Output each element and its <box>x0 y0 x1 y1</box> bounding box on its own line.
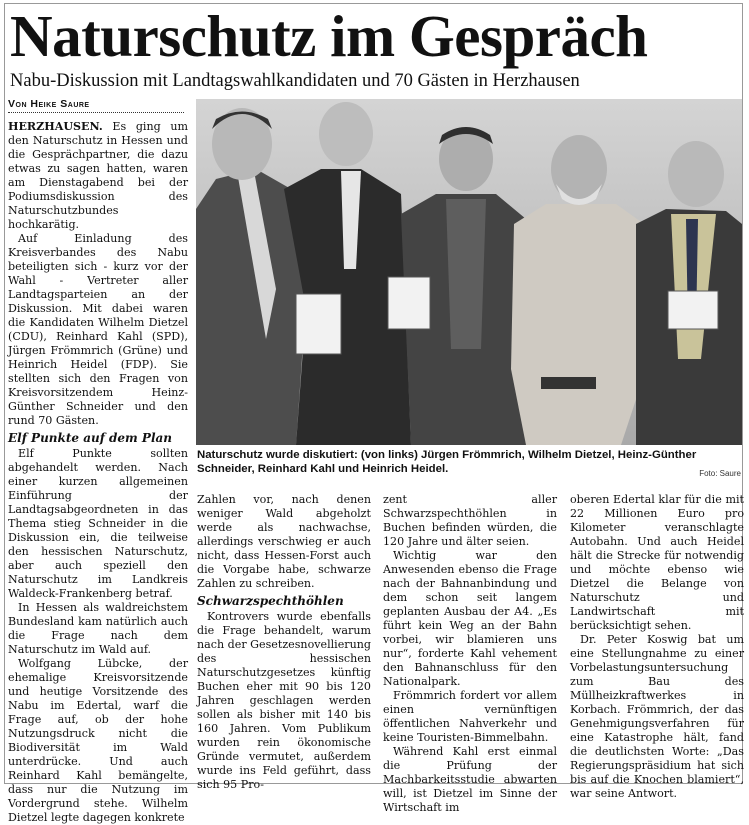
subheadline: Nabu-Diskussion mit Landtagswahlkandidaten und 70 Gästen in Herzhausen <box>10 71 580 91</box>
article-column-4 <box>570 493 744 801</box>
paragraph: Zahlen vor, nach denen weniger Wald abgeholzt werde als nachwachse, allerdings verschwieg er auch nicht, dass Hessen-Forst auch die Vorgabe habe, schwarze Zahlen zu schreiben. <box>197 493 371 590</box>
paragraph: Wichtig war den Anwesenden ebenso die Frage nach der Bahnanbindung und dem schon seit langem geplanten Ausbau der A4. „Es führt kein Weg an der Bahn vorbei, wir blamieren uns nur“, forderte Kahl vehement den Bahnanschluss für den Nationalpark. <box>383 549 557 688</box>
paragraph: zent aller Schwarzspechthöhlen in Buchen befinden würden, die 120 Jahre und älter seien. <box>383 493 557 548</box>
section-heading: Elf Punkte auf dem Plan <box>8 431 173 445</box>
paragraph: Während Kahl erst einmal die Prüfung der Machbarkeitsstudie abwarten will, ist Dietzel im Sinne der Wirtschaft im <box>383 745 557 814</box>
article-column-1 <box>8 120 188 825</box>
paragraph: Auf Einladung des Kreisverbandes des Nabu beteiligten sich - kurz vor der Wahl - Vertreter aller Landtagsparteien an der Diskussion. Mit dabei waren die Kandidaten Wilhelm Dietzel (CDU), Reinhard Kahl (SPD), Jürgen Frömmrich (Grüne) und Heinrich Heidel (FDP). Sie stellten sich den Fragen von Kreisvorsitzendem Heinz-Günther Schneider und den rund 70 Gästen. <box>8 232 188 427</box>
paragraph: oberen Edertal klar für die mit 22 Millionen Euro pro Kilometer veranschlagte Autobahn. Und auch Heidel hält die Strecke für notwendig und möchte ebenso wie Dietzel die Belange von Naturschutz und Landwirtschaft mit berücksichtigt sehen. <box>570 493 744 632</box>
section-heading: Schwarzspechthöhlen <box>197 594 344 608</box>
paragraph: Wolfgang Lübcke, der ehemalige Kreisvorsitzende und heutige Vorsitzende des Nabu im Edertal, warf die Frage auf, ob der hohe Nutzungsdruck nicht die Biodiversität im Wald unterdrücke. Und auch Reinhard Kahl bemängelte, dass nur die Nutzung im Vordergrund stehe. Wilhelm Dietzel legte dagegen konkrete <box>8 657 188 824</box>
photo-caption: Naturschutz wurde diskutiert: (von links) Jürgen Frömmrich, Wilhelm Dietzel, Heinz-Günther Schneider, Reinhard Kahl und Heinrich Heidel. <box>197 449 697 475</box>
article-column-2 <box>197 493 371 792</box>
paragraph: Elf Punkte sollten abgehandelt werden. Nach einer kurzen allgemeinen Einführung der Landtagsabgeordneten in das Thema stieg Schneider in die Diskussion ein, die teilweise den hessischen Naturschutz, aber auch speziell den Naturschutz im Landkreis Waldeck-Frankenberg betraf. <box>8 447 188 600</box>
paragraph: In Hessen als waldreichstem Bundesland kam natürlich auch die Frage nach dem Naturschutz im Wald auf. <box>8 601 188 656</box>
paragraph: HERZHAUSEN. Es ging um den Naturschutz in Hessen und die Gesprächpartner, die dazu etwas zu sagen hatten, waren am Dienstagabend bei der Podiumsdiskussion des Naturschutzbundes hochkarätig. <box>8 120 188 231</box>
paragraph: Frömmrich fordert vor allem einen vernünftigen öffentlichen Nahverkehr und keine Touristen-Bimmelbahn. <box>383 689 557 744</box>
photo-illustration <box>196 99 742 445</box>
photo-credit: Foto: Saure <box>699 469 741 478</box>
paragraph: Kontrovers wurde ebenfalls die Frage behandelt, warum nach der Gesetzesnovellierung des hessischen Naturschutzgesetzes künftig Buchen eher mit 90 bis 120 Jahren geschlagen werden sollen als bisher mit 140 bis 160 Jahren. Vom Publikum wurden rein ökonomische Gründe vermutet, außerdem wurde ins Feld geführt, dass sich 95 Pro- <box>197 610 371 791</box>
byline: Von Heike Saure <box>8 98 184 113</box>
group-photo <box>196 99 742 445</box>
article-column-3 <box>383 493 557 815</box>
paragraph: Dr. Peter Koswig bat um eine Stellungnahme zu einer Vorbelastungsuntersuchung zum Bau des Müllheizkraftwerkes in Korbach. Frömmrich, der das Genehmigungsverfahren für eine Katastrophe hält, fand die deutlichsten Worte: „Das Regierungspräsidium hat sich bis auf die Knochen blamiert“, war seine Antwort. <box>570 633 744 800</box>
headline: Naturschutz im Gespräch <box>10 3 648 69</box>
dateline: HERZHAUSEN. <box>8 120 103 133</box>
